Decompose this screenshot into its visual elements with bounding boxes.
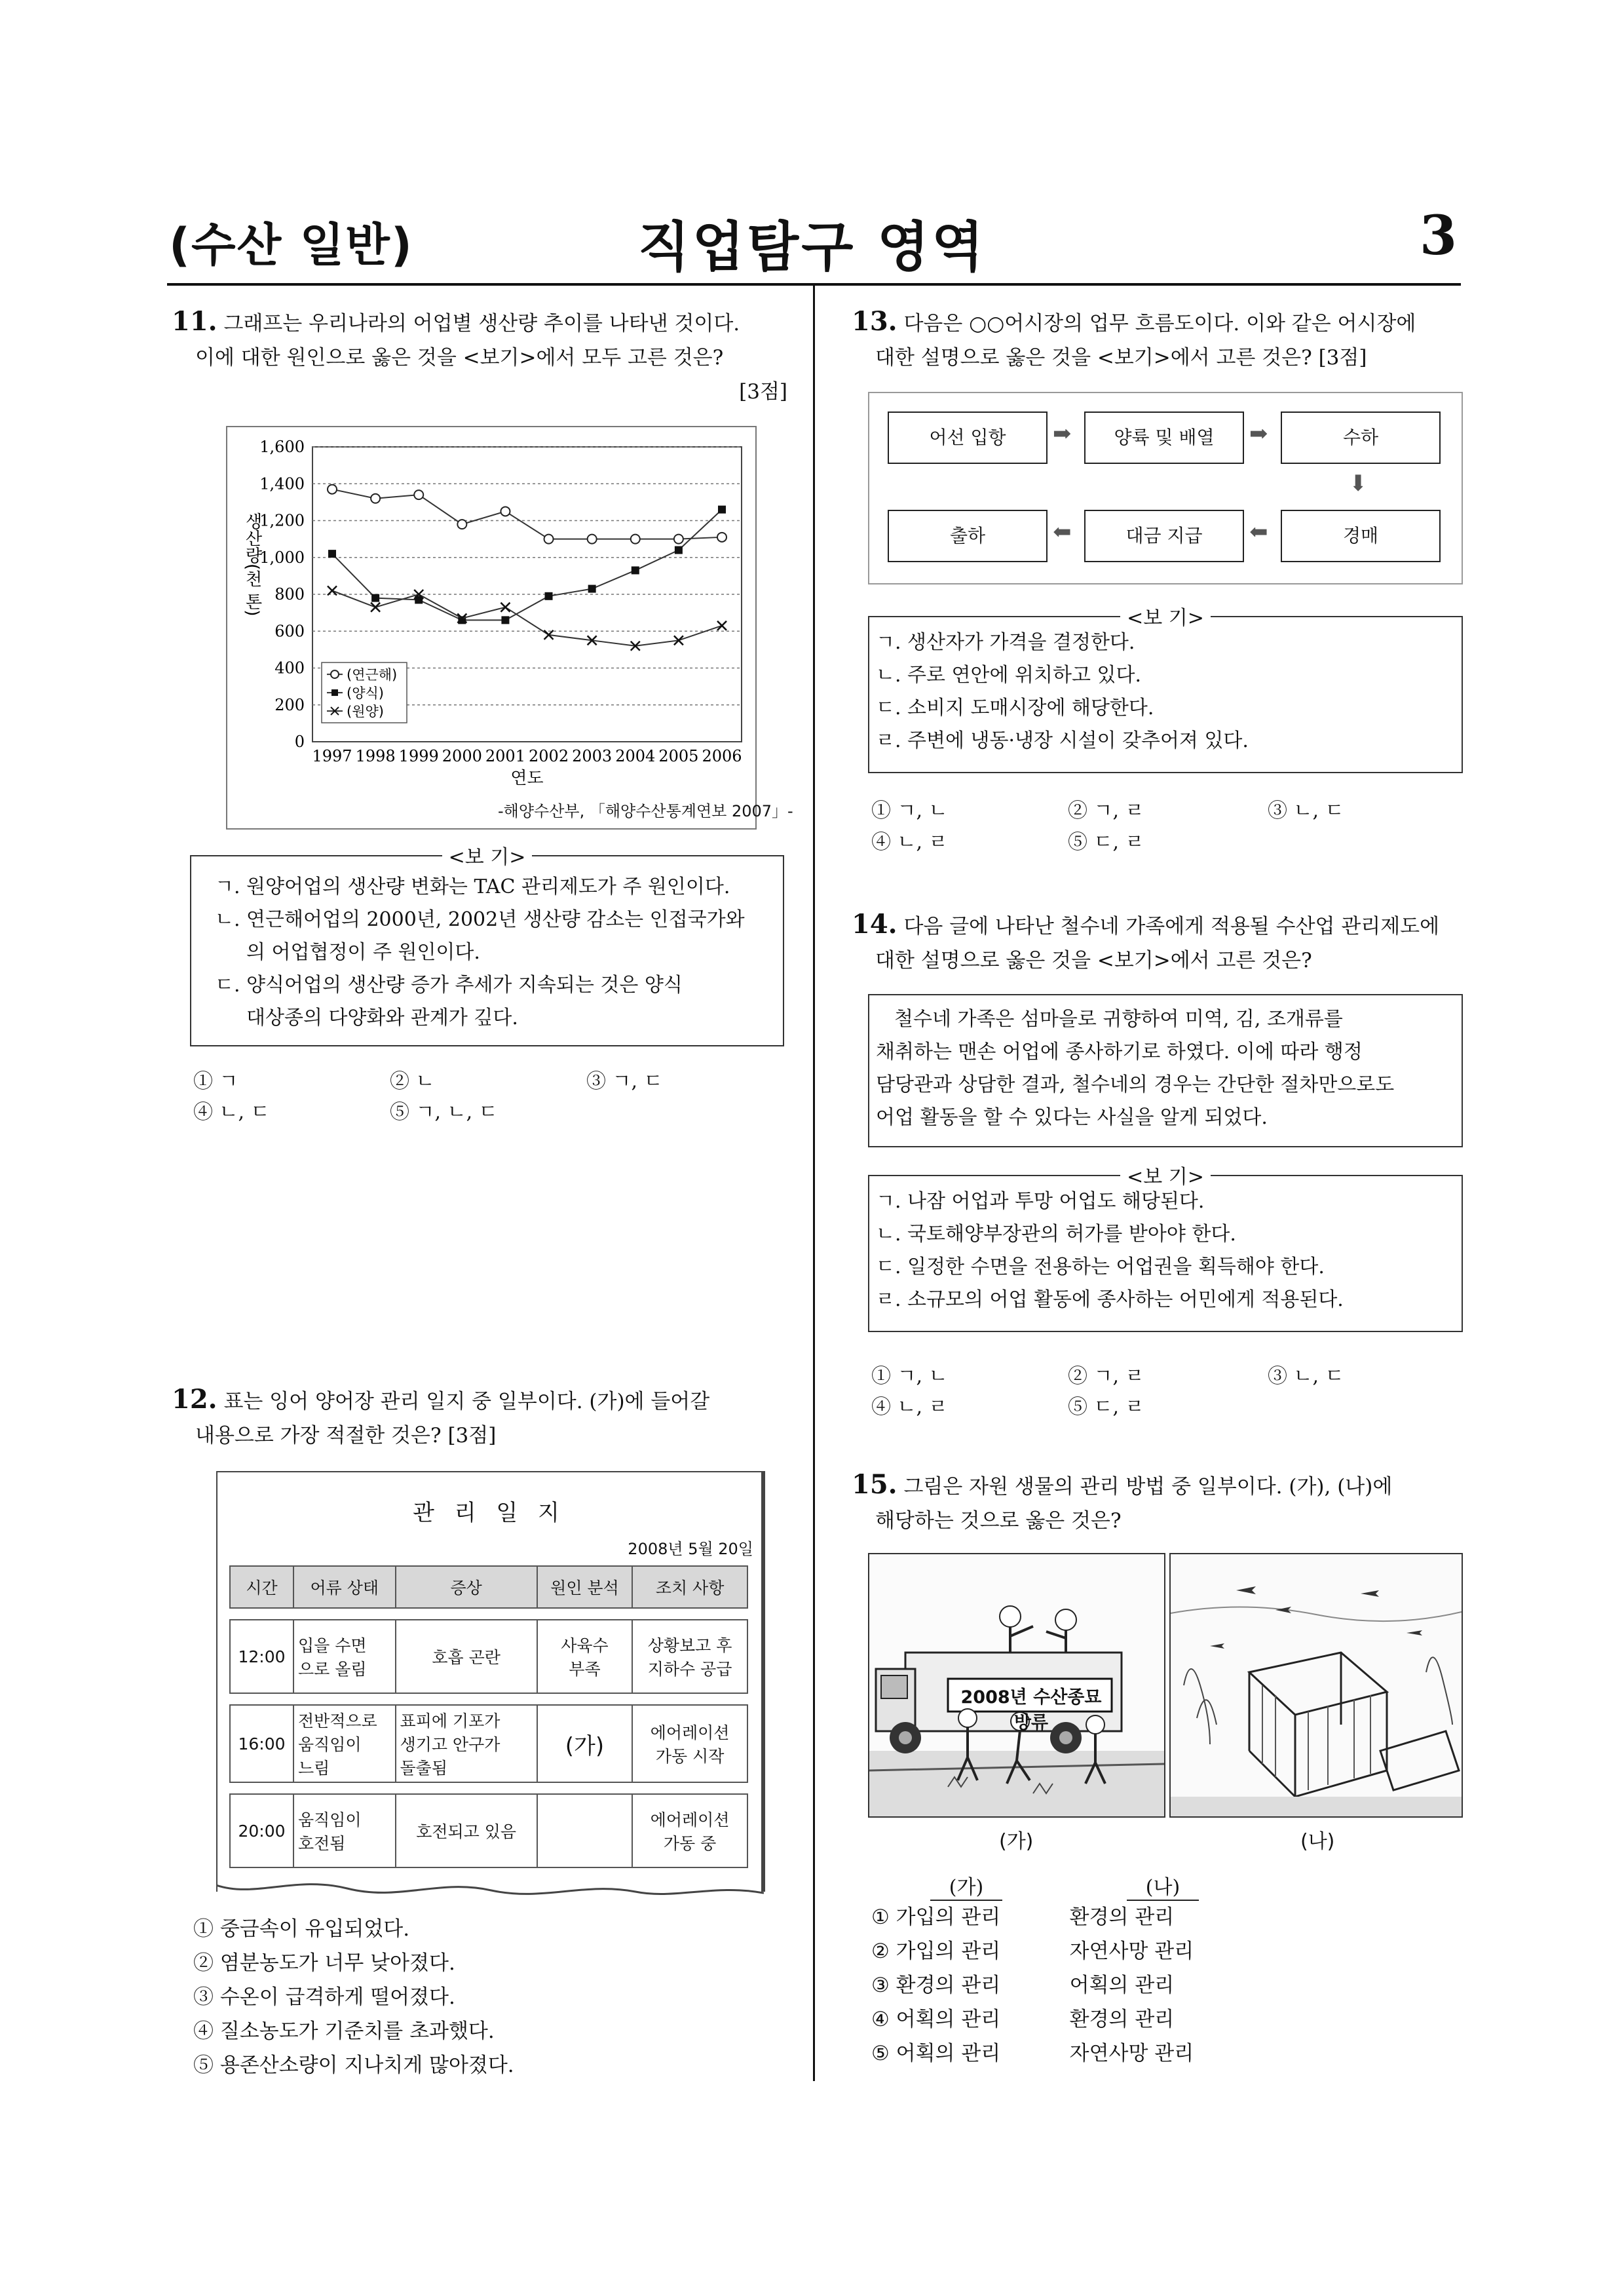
log-title: 관 리 일 지 [413, 1500, 566, 1526]
option-1[interactable]: ① ㄱ, ㄴ [871, 799, 948, 822]
artificial-reef-illustration [1171, 1554, 1462, 1816]
bogi-item: ㄷ. 소비지 도매시장에 해당한다. [876, 697, 1154, 719]
x-tick-label: 2005 [658, 747, 699, 765]
right-arrow-icon: ➡ [1053, 421, 1072, 447]
q15-options [871, 1900, 1395, 2071]
y-tick-label: 1,600 [259, 438, 305, 456]
log-header-row [230, 1566, 747, 1608]
cell: 12:00 [230, 1620, 293, 1693]
right-arrow-icon: ➡ [1249, 421, 1268, 447]
data-point [588, 535, 597, 544]
release-banner: 2008년 수산종묘 방류 [960, 1687, 1102, 1733]
col-header: 원인 분석 [537, 1566, 632, 1608]
bogi-title: <보 기> [442, 846, 533, 869]
question-text: 다음은 ○○어시장의 업무 흐름도이다. 이와 같은 어시장에 [903, 312, 1416, 335]
question-text-2: 대한 설명으로 옳은 것을 <보기>에서 고른 것은? [3점] [875, 346, 1367, 370]
x-tick-label: 1997 [312, 747, 352, 765]
flow-step: 어선 입항 [888, 411, 1048, 464]
bogi-item: ㄹ. 소규모의 어업 활동에 종사하는 어민에게 적용된다. [876, 1288, 1344, 1311]
flow-step: 대금 지급 [1084, 510, 1244, 562]
question-number: 15. [852, 1469, 897, 1500]
question-text: 그림은 자원 생물의 관리 방법 중 일부이다. (가), (나)에 [903, 1475, 1393, 1499]
y-tick-label: 200 [274, 695, 305, 714]
page-number: 3 [1419, 204, 1457, 267]
option-3[interactable]: ③ ㄴ, ㄷ [1268, 1365, 1344, 1388]
series-line [332, 489, 722, 539]
passage-box [868, 994, 1463, 1147]
bogi-item: ㄴ. 국토해양부장관의 허가를 받아야 한다. [876, 1223, 1236, 1246]
option-marker: ② [871, 1940, 890, 1963]
picture-ga [868, 1553, 1165, 1818]
legend-label: (원양) [347, 704, 384, 720]
option-3[interactable] [871, 1968, 1395, 2002]
question-text: 그래프는 우리나라의 어업별 생산량 추이를 나타낸 것이다. [223, 312, 740, 335]
data-point [457, 520, 466, 529]
question-11 [172, 305, 787, 409]
data-point [328, 485, 337, 494]
passage-line: 담당관과 상담한 결과, 철수네의 경우는 간단한 절차만으로도 [876, 1073, 1395, 1096]
data-point [632, 566, 639, 574]
x-tick-label: 2000 [442, 747, 482, 765]
y-tick-label: 600 [274, 622, 305, 641]
x-tick-label: 2001 [485, 747, 525, 765]
question-text-2: 내용으로 가장 적절한 것은? [3점] [195, 1424, 497, 1447]
bogi-item: ㄴ. 주로 연안에 위치하고 있다. [876, 664, 1141, 687]
q12-options [193, 1912, 514, 2082]
bogi-item: ㄷ. 양식어업의 생산량 증가 추세가 지속되는 것은 양식 [215, 974, 683, 997]
option-na: 자연사망 관리 [1069, 2042, 1194, 2065]
question-13 [852, 305, 1467, 375]
legend-label: (연근해) [347, 667, 398, 683]
question-12 [172, 1383, 787, 1453]
col-header-ga: (가) [930, 1871, 1002, 1901]
chart-source: -해양수산부, 「해양수산통계연보 2007」- [498, 802, 793, 820]
bogi-item: ㄷ. 일정한 수면을 전용하는 어업권을 획득해야 한다. [876, 1255, 1325, 1278]
y-tick-label: 1,200 [259, 511, 305, 530]
option-2[interactable] [871, 1934, 1395, 1968]
data-point [500, 603, 510, 612]
option-na: 어획의 관리 [1069, 1974, 1175, 1997]
option-ga: 어획의 관리 [896, 2042, 1001, 2065]
bogi-title: <보 기> [1120, 1166, 1211, 1189]
bogi-item: 의 어업협정이 주 원인이다. [246, 941, 480, 964]
cell: 에어레이션 가동 중 [632, 1794, 747, 1867]
question-text: 표는 잉어 양어장 관리 일지 중 일부이다. (가)에 들어갈 [223, 1390, 710, 1413]
option-5[interactable]: ⑤ 용존산소량이 지나치게 많아졌다. [193, 2054, 514, 2077]
bogi-item: ㄱ. 원양어업의 생산량 변화는 TAC 관리제도가 주 원인이다. [215, 875, 730, 898]
question-number: 11. [172, 306, 217, 337]
option-5[interactable]: ⑤ ㄷ, ㄹ [1068, 831, 1144, 854]
option-1[interactable]: ① ㄱ, ㄴ [871, 1365, 948, 1388]
option-3[interactable]: ③ ㄴ, ㄷ [1268, 799, 1344, 822]
column-divider [813, 286, 815, 2081]
data-point [501, 616, 509, 624]
question-text: 다음 글에 나타난 철수네 가족에게 적용될 수산업 관리제도에 [903, 915, 1440, 938]
torn-edge [216, 1879, 764, 1905]
question-14 [852, 908, 1467, 978]
data-point [371, 494, 380, 503]
option-na: 환경의 관리 [1069, 1905, 1175, 1929]
log-table [229, 1565, 748, 1868]
col-header: 증상 [396, 1566, 537, 1608]
col-header-na: (나) [1127, 1871, 1199, 1901]
option-na: 환경의 관리 [1069, 2008, 1175, 2031]
question-number: 13. [852, 306, 897, 337]
option-4[interactable]: ④ ㄴ, ㄷ [193, 1101, 270, 1124]
data-point [675, 546, 683, 554]
page-title: 직업탐구 영역 [637, 216, 987, 278]
cell [537, 1794, 632, 1867]
cell: 에어레이션 가동 시작 [632, 1705, 747, 1782]
bogi-item: ㄴ. 연근해어업의 2000년, 2002년 생산량 감소는 인접국가와 [215, 908, 745, 931]
flow-step: 수하 [1281, 411, 1441, 464]
passage-line: 어업 활동을 할 수 있다는 사실을 알게 되었다. [876, 1106, 1268, 1129]
option-3[interactable]: ③ 수온이 급격하게 떨어졌다. [193, 1985, 455, 2009]
option-4[interactable]: ④ ㄴ, ㄹ [871, 831, 948, 854]
flow-chart [868, 392, 1463, 584]
col-header: 어류 상태 [293, 1566, 396, 1608]
data-point [328, 550, 336, 558]
question-15 [852, 1468, 1467, 1538]
flow-step: 양륙 및 배열 [1084, 411, 1244, 464]
legend-label: (양식) [347, 685, 384, 702]
option-ga: 어획의 관리 [896, 2008, 1001, 2031]
option-2[interactable]: ② ㄱ, ㄹ [1068, 1365, 1144, 1388]
option-2[interactable]: ② ㄱ, ㄹ [1068, 799, 1144, 822]
option-ga: 가입의 관리 [896, 1905, 1001, 1929]
table-row [230, 1794, 747, 1867]
option-marker: ⑤ [871, 2042, 890, 2065]
picture-na [1169, 1553, 1463, 1818]
option-4[interactable] [871, 2002, 1395, 2037]
bogi-item: ㄱ. 생산자가 가격을 결정한다. [876, 631, 1135, 654]
cell: 전반적으로 움직임이 느림 [293, 1705, 396, 1782]
option-1[interactable] [871, 1900, 1395, 1934]
management-log [216, 1471, 765, 1892]
option-3[interactable]: ③ ㄱ, ㄷ [586, 1070, 663, 1093]
option-2[interactable]: ② ㄴ [390, 1070, 435, 1093]
data-point [718, 506, 726, 514]
question-number: 12. [172, 1384, 217, 1415]
col-header: 시간 [230, 1566, 293, 1608]
data-point [500, 507, 510, 516]
data-point [414, 490, 423, 499]
table-row [230, 1620, 747, 1693]
label-ga: (가) [999, 1830, 1034, 1853]
data-point [328, 586, 337, 595]
question-text-2: 이에 대한 원인으로 옳은 것을 <보기>에서 모두 고른 것은? [195, 346, 724, 370]
option-marker: ④ [871, 2008, 890, 2031]
data-point [717, 621, 727, 630]
option-4[interactable]: ④ ㄴ, ㄹ [871, 1396, 948, 1419]
question-number: 14. [852, 909, 897, 940]
cell: 호흡 곤란 [396, 1620, 537, 1693]
question-text-2: 대한 설명으로 옳은 것을 <보기>에서 고른 것은? [875, 949, 1312, 972]
y-tick-label: 1,000 [259, 548, 305, 567]
legend-marker [331, 689, 338, 696]
option-marker: ① [871, 1905, 890, 1929]
cell: 호전되고 있음 [396, 1794, 537, 1867]
data-point [588, 585, 596, 593]
data-point [371, 594, 379, 602]
blank-ga: (가) [537, 1705, 632, 1782]
down-arrow-icon: ⬇ [1349, 470, 1368, 497]
cell: 표피에 기포가 생기고 안구가 돌출됨 [396, 1705, 537, 1782]
cell: 상황보고 후 지하수 공급 [632, 1620, 747, 1693]
left-arrow-icon: ⬅ [1249, 519, 1268, 545]
cell: 16:00 [230, 1705, 293, 1782]
question-text-2: 해당하는 것으로 옳은 것은? [875, 1509, 1122, 1533]
passage-line: 채취하는 맨손 어업에 종사하기로 하였다. 이에 따라 행정 [876, 1041, 1363, 1063]
passage-line: 철수네 가족은 섬마을로 귀향하여 미역, 김, 조개류를 [894, 1008, 1343, 1031]
x-axis-label: 연도 [510, 769, 544, 788]
y-tick-label: 400 [274, 659, 305, 678]
x-tick-label: 1999 [398, 747, 439, 765]
flow-step: 출하 [888, 510, 1048, 562]
cell: 사육수 부족 [537, 1620, 632, 1693]
x-tick-label: 2002 [529, 747, 569, 765]
x-tick-label: 2006 [702, 747, 742, 765]
bogi-item: ㄱ. 나잠 어업과 투망 어업도 해당된다. [876, 1190, 1205, 1213]
cell: 입을 수면 으로 올림 [293, 1620, 396, 1693]
data-point [674, 535, 683, 544]
option-na: 자연사망 관리 [1069, 1940, 1194, 1963]
bogi-box-14 [868, 1166, 1463, 1332]
bogi-title: <보 기> [1120, 607, 1211, 630]
x-tick-label: 2004 [615, 747, 656, 765]
data-point [717, 533, 727, 542]
data-point [371, 603, 380, 612]
option-1[interactable]: ① ㄱ [193, 1070, 238, 1093]
y-tick-label: 1,400 [259, 474, 305, 493]
option-2[interactable]: ② 염분농도가 너무 낮아졌다. [193, 1951, 455, 1975]
y-axis-label: 생산량(천 톤) [242, 512, 262, 617]
production-chart [227, 427, 755, 828]
series-line [332, 510, 722, 621]
option-ga: 환경의 관리 [896, 1974, 1001, 1997]
option-ga: 가입의 관리 [896, 1940, 1001, 1963]
bogi-box-11 [190, 846, 784, 1046]
bogi-item: ㄹ. 주변에 냉동·냉장 시설이 갖추어져 있다. [876, 729, 1249, 752]
x-tick-label: 2003 [572, 747, 613, 765]
option-5[interactable] [871, 2037, 1395, 2071]
option-5[interactable]: ⑤ ㄷ, ㄹ [1068, 1396, 1144, 1419]
option-4[interactable]: ④ 질소농도가 기준치를 초과했다. [193, 2019, 495, 2043]
data-point [545, 592, 553, 600]
y-tick-label: 800 [274, 585, 305, 603]
cell: 20:00 [230, 1794, 293, 1867]
legend-marker [331, 670, 339, 678]
option-marker: ③ [871, 1974, 890, 1997]
col-header: 조치 사항 [632, 1566, 747, 1608]
chart-frame [226, 426, 757, 830]
bogi-box-13 [868, 607, 1463, 773]
bogi-item: 대상종의 다양화와 관계가 깊다. [246, 1006, 518, 1029]
x-tick-label: 1998 [355, 747, 396, 765]
label-na: (나) [1300, 1830, 1335, 1853]
data-point [544, 535, 554, 544]
option-5[interactable]: ⑤ ㄱ, ㄴ, ㄷ [390, 1101, 498, 1124]
log-date: 2008년 5월 20일 [628, 1540, 753, 1558]
subject-label: (수산 일반) [169, 218, 413, 272]
points-label: [3점] [739, 380, 787, 404]
flow-step: 경매 [1281, 510, 1441, 562]
left-arrow-icon: ⬅ [1053, 519, 1072, 545]
y-tick-label: 0 [294, 733, 305, 751]
data-point [631, 535, 640, 544]
cell: 움직임이 호전됨 [293, 1794, 396, 1867]
option-1[interactable]: ① 중금속이 유입되었다. [193, 1917, 410, 1941]
table-row [230, 1705, 747, 1782]
